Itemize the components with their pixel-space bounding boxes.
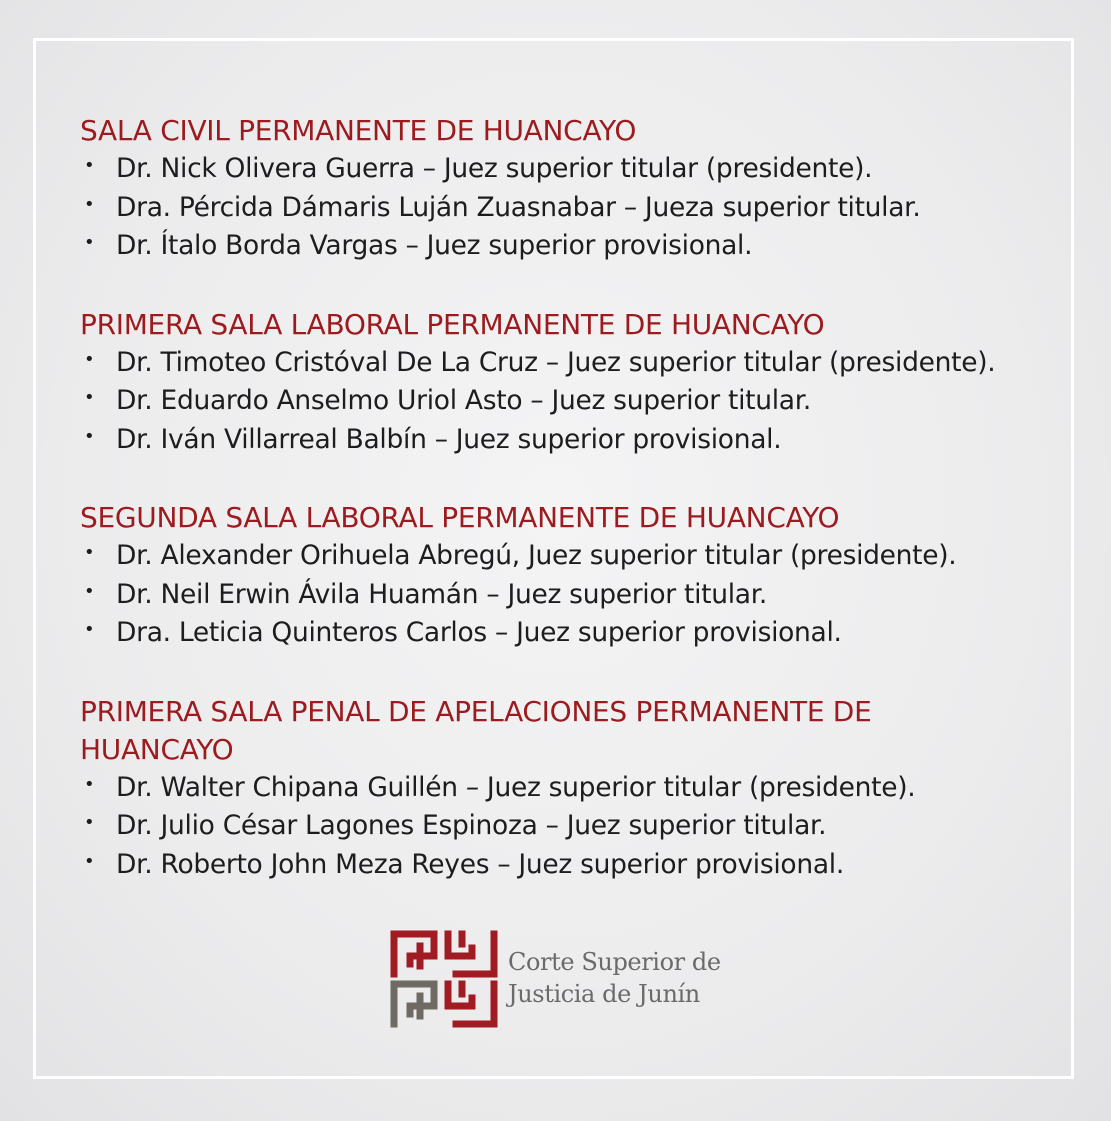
list-item: [80, 807, 1090, 846]
list-item: [80, 421, 1090, 460]
section-title-line1: PRIMERA SALA PENAL DE APELACIONES PERMANENTE DE: [80, 694, 872, 728]
court-logo: [390, 930, 730, 1030]
members-list: [80, 150, 1090, 266]
list-item: [80, 189, 1090, 228]
list-item: [80, 846, 1090, 885]
content: [80, 112, 1090, 924]
section-primera-sala-penal: [80, 693, 1090, 885]
logo-text: [508, 946, 721, 1010]
logo-line1: Corte Superior de: [508, 948, 721, 976]
section-sala-civil: [80, 112, 1090, 266]
section-title-line2: HUANCAYO: [80, 732, 234, 766]
members-list: [80, 769, 1090, 885]
bullet-icon: •: [84, 773, 95, 795]
logo-glyph-top-left: [394, 934, 434, 974]
list-item: [80, 537, 1090, 576]
section-segunda-sala-laboral: [80, 499, 1090, 653]
bullet-icon: •: [84, 348, 95, 370]
list-item: [80, 150, 1090, 189]
logo-glyph-bottom-right: [448, 984, 494, 1024]
bullet-icon: •: [84, 619, 95, 640]
member-text: Dr. Roberto John Meza Reyes – Juez superior provisional.: [116, 848, 844, 880]
list-item: [80, 382, 1090, 421]
member-text: Dr. Ítalo Borda Vargas – Juez superior provisional.: [116, 230, 753, 261]
pj-logo-icon: [390, 930, 498, 1028]
member-text: Dr. Timoteo Cristóval De La Cruz – Juez superior titular (presidente).: [116, 346, 996, 378]
list-item: [80, 769, 1090, 808]
list-item: [80, 614, 1090, 653]
list-item: [80, 227, 1090, 266]
section-title: PRIMERA SALA LABORAL PERMANENTE DE HUANCAYO: [80, 307, 825, 341]
members-list: [80, 537, 1090, 653]
logo-line2: Justicia de Junín: [508, 980, 700, 1008]
member-text: Dra. Leticia Quinteros Carlos – Juez superior provisional.: [116, 617, 842, 648]
bullet-icon: •: [84, 387, 95, 408]
member-text: Dr. Nick Olivera Guerra – Juez superior titular (presidente).: [116, 153, 873, 184]
members-list: [80, 344, 1090, 460]
section-primera-sala-laboral: [80, 306, 1090, 460]
bullet-icon: •: [84, 580, 95, 602]
member-text: Dr. Walter Chipana Guillén – Juez superior titular (presidente).: [116, 771, 916, 803]
section-title: SALA CIVIL PERMANENTE DE HUANCAYO: [80, 114, 637, 147]
member-text: Dr. Julio César Lagones Espinoza – Juez superior titular.: [116, 810, 827, 841]
bullet-icon: •: [84, 850, 95, 872]
bullet-icon: •: [84, 193, 95, 215]
section-title: [80, 693, 1090, 769]
bullet-icon: •: [84, 812, 95, 833]
bullet-icon: •: [84, 542, 95, 563]
logo-glyph-top-right: [448, 934, 494, 974]
member-text: Dr. Iván Villarreal Balbín – Juez superior provisional.: [116, 423, 782, 455]
member-text: Dr. Neil Erwin Ávila Huamán – Juez superior titular.: [116, 578, 768, 610]
bullet-icon: •: [84, 232, 95, 253]
bullet-icon: •: [84, 425, 95, 447]
member-text: Dr. Alexander Orihuela Abregú, Juez superior titular (presidente).: [116, 540, 957, 571]
bullet-icon: •: [84, 155, 95, 176]
member-text: Dra. Pércida Dámaris Luján Zuasnabar – Jueza superior titular.: [116, 191, 921, 223]
list-item: [80, 576, 1090, 615]
logo-glyph-bottom-left: [394, 984, 434, 1024]
member-text: Dr. Eduardo Anselmo Uriol Asto – Juez superior titular.: [116, 385, 812, 416]
section-title: SEGUNDA SALA LABORAL PERMANENTE DE HUANCAYO: [80, 501, 840, 534]
list-item: [80, 344, 1090, 383]
